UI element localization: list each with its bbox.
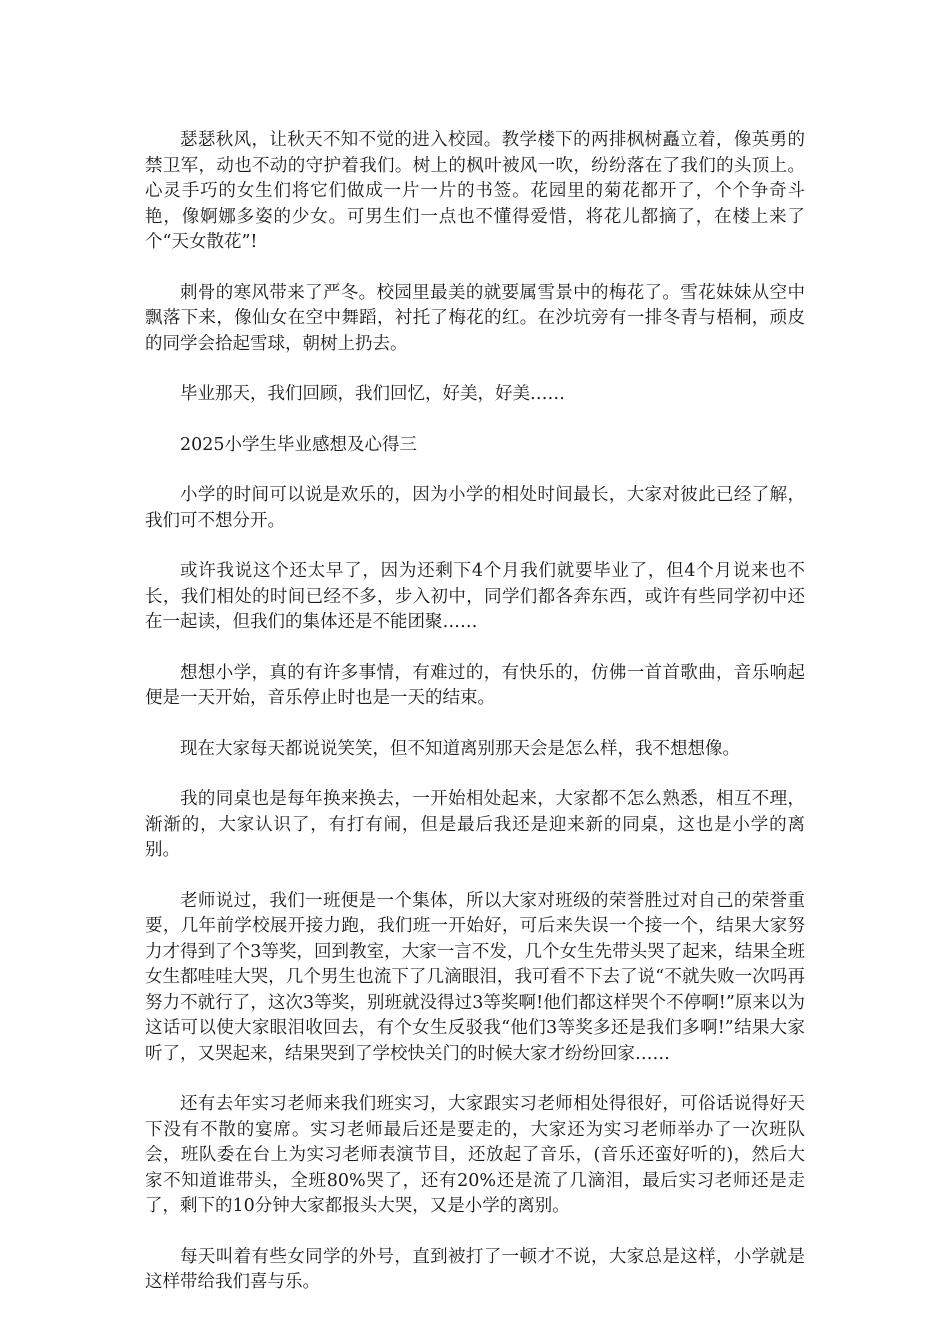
- paragraph-relay-race: 老师说过，我们一班便是一个集体，所以大家对班级的荣誉胜过对自己的荣誉重要，几年前学校展开接力跑，我们班一开始好，可后来失误一个接一个，结果大家努力才得到了个3等奖，回到教室，大家一言不发，几个女生先带头哭了起来，结果全班女生都哇哇大哭，几个男生也流下了几滴眼泪，我可看不下去了说“不就失败一次吗再努力不就行了，这次3等奖，别班就没得过3等奖啊!他们都这样哭个不停啊!”原来以为这话可以使大家眼泪收回去，有个女生反驳我“他们3等奖多还是我们多啊!”结果大家听了，又哭起来，结果哭到了学校快关门的时候大家才纷纷回家……: [145, 890, 805, 1064]
- section-heading: 2025小学生毕业感想及心得三: [180, 434, 418, 455]
- paragraph-graduation-day: 毕业那天，我们回顾，我们回忆，好美，好美……: [180, 384, 565, 404]
- paragraph-songs: 想想小学，真的有许多事情，有难过的，有快乐的，仿佛一首首歌曲，音乐响起便是一天开始，音乐停止时也是一天的结束。: [145, 662, 805, 708]
- paragraph-deskmate: 我的同桌也是每年换来换去，一开始相处起来，大家都不怎么熟悉，相互不理，渐渐的，大家认识了，有打有闹，但是最后我还是迎来新的同桌，这也是小学的离别。: [145, 789, 805, 860]
- paragraph-intern-teacher: 还有去年实习老师来我们班实习，大家跟实习老师相处得很好，可俗话说得好天下没有不散的宴席。实习老师最后还是要走的，大家还为实习老师举办了一次班队会，班队委在台上为实习老师表演节目，还放起了音乐，(音乐还蛮好听的)，然后大家不知道谁带头，全班80%哭了，还有20%还是流了几滴泪，最后实习老师还是走了，剩下的10分钟大家都报头大哭，又是小学的离别。: [145, 1094, 805, 1216]
- paragraph-four-months: 或许我说这个还太早了，因为还剩下4个月我们就要毕业了，但4个月说来也不长，我们相处的时间已经不多，步入初中，同学们都各奔东西，或许有些同学初中还在一起读，但我们的集体还是不能团聚……: [145, 561, 805, 632]
- paragraph-happy-time: 小学的时间可以说是欢乐的，因为小学的相处时间最长，大家对彼此已经了解，我们可不想分开。: [145, 485, 805, 531]
- paragraph-nicknames: 每天叫着有些女同学的外号，直到被打了一顿才不说，大家总是这样，小学就是这样带给我们喜与乐。: [145, 1246, 805, 1292]
- document-body: [145, 128, 805, 1321]
- paragraph-laughing: 现在大家每天都说说笑笑，但不知道离别那天会是怎么样，我不想想像。: [180, 738, 740, 759]
- paragraph-autumn: 瑟瑟秋风，让秋天不知不觉的进入校园。教学楼下的两排枫树矗立着，像英勇的禁卫军，动也不动的守护着我们。树上的枫叶被风一吹，纷纷落在了我们的头顶上。心灵手巧的女生们将它们做成一片一片的书签。花园里的菊花都开了，个个争奇斗艳，像婀娜多姿的少女。可男生们一点也不懂得爱惜，将花儿都摘了，在楼上来了个“天女散花”!: [145, 130, 805, 252]
- paragraph-winter: 刺骨的寒风带来了严冬。校园里最美的就要属雪景中的梅花了。雪花妹妹从空中飘落下来，像仙女在空中舞蹈，衬托了梅花的红。在沙坑旁有一排冬青与梧桐，顽皮的同学会拾起雪球，朝树上扔去。: [145, 282, 805, 354]
